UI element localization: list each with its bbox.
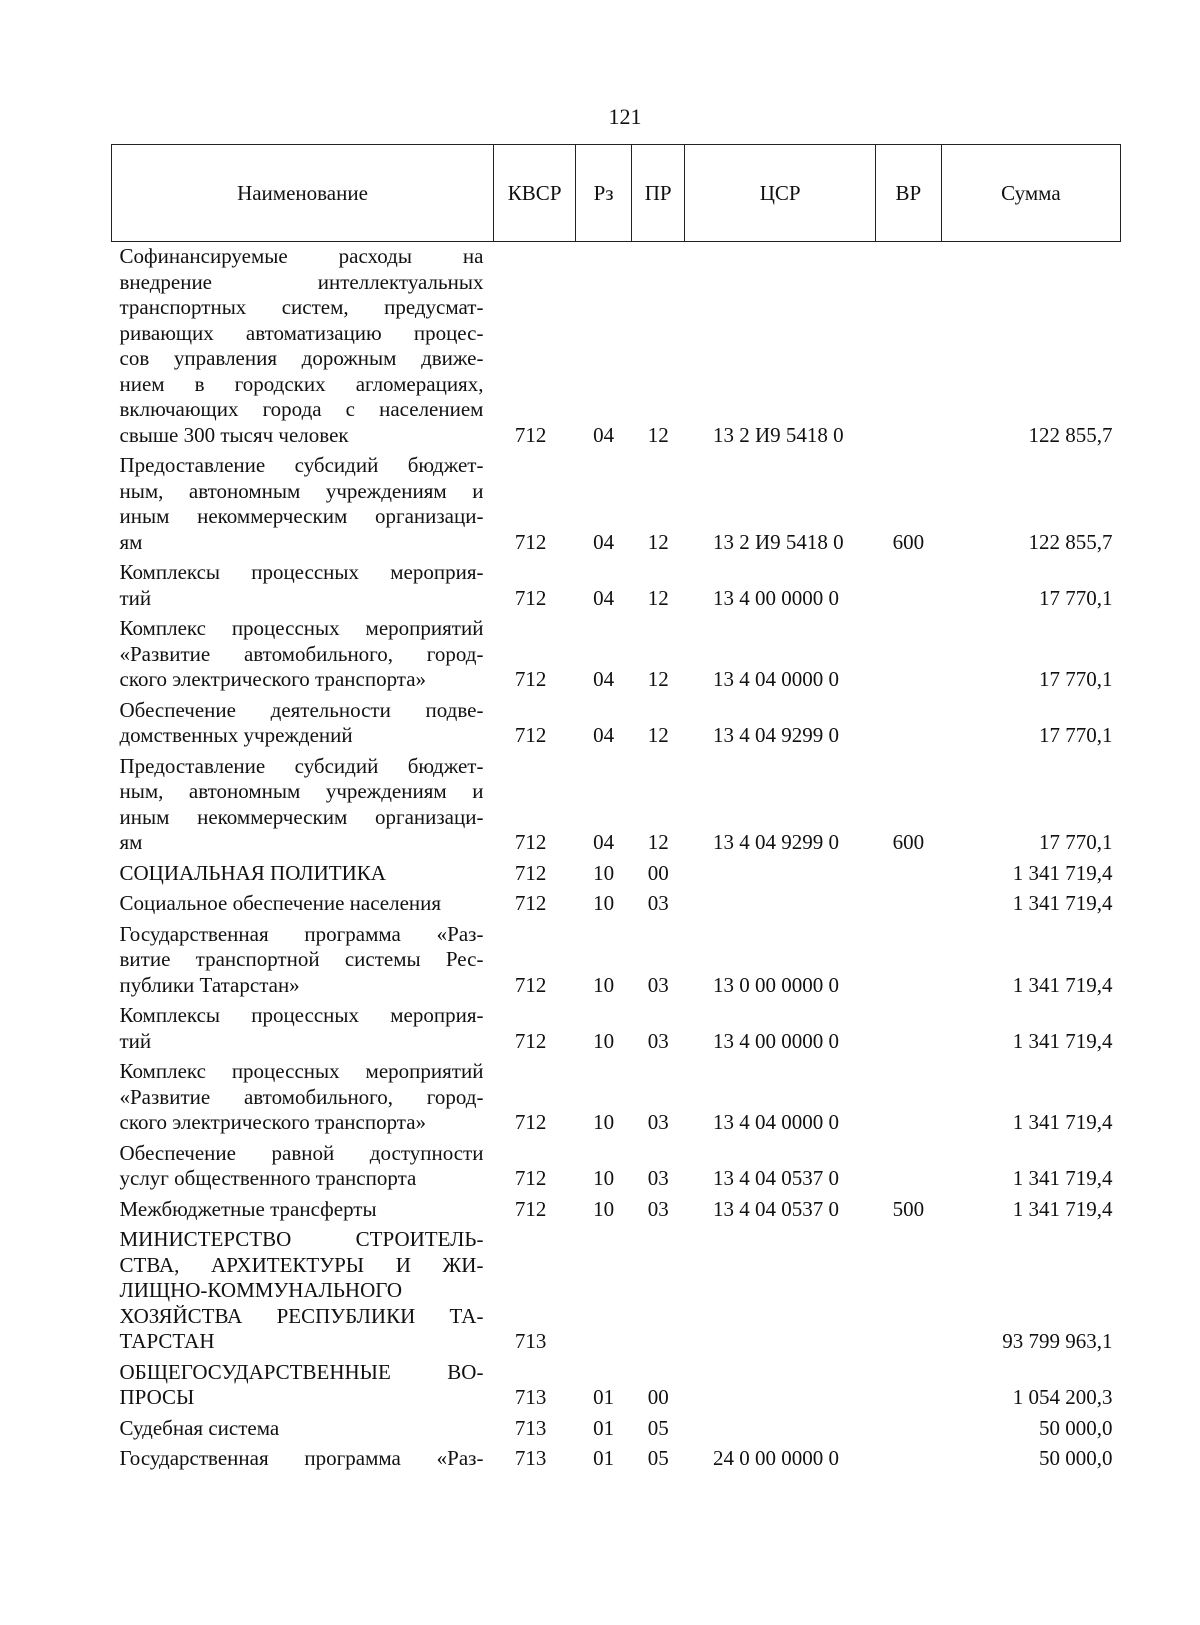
row-vr — [875, 555, 941, 611]
header-pr: ПР — [631, 145, 685, 242]
row-kvsr: 712 — [514, 830, 547, 854]
row-csr: 13 4 00 0000 0 — [712, 1028, 839, 1053]
row-name-line: Комплексы процессных мероприя- — [119, 560, 484, 584]
row-name-line: домственных учреждений — [119, 723, 353, 747]
row-name-line: «Развитие автомобильного, город- — [119, 641, 484, 666]
row-kvsr: 713 — [514, 1415, 547, 1440]
row-kvsr: 712 — [514, 860, 547, 885]
table-row — [112, 1355, 1121, 1411]
row-sum: 93 799 963,1 — [1002, 1329, 1113, 1353]
row-rz: 04 — [593, 422, 615, 447]
row-name-line: включающих города с населением — [119, 397, 484, 421]
row-name — [112, 1136, 494, 1192]
row-kvsr: 712 — [514, 529, 547, 554]
row-name-line: МИНИСТЕРСТВО СТРОИТЕЛЬ- — [119, 1227, 484, 1251]
row-rz: 10 — [593, 1028, 615, 1053]
row-name-line: Обеспечение равной доступности — [119, 1140, 484, 1165]
row-name-line: транспортных систем, предусмат- — [119, 295, 484, 319]
row-rz: 04 — [593, 830, 615, 854]
row-name-line: ным, автономным учреждениям и — [119, 779, 484, 803]
row-kvsr: 712 — [514, 422, 547, 447]
row-name-line: Комплекс процессных мероприятий — [119, 616, 484, 640]
table-row — [112, 1136, 1121, 1192]
row-pr: 03 — [647, 1110, 669, 1134]
row-pr: 03 — [647, 972, 669, 997]
row-name-line: Предоставление субсидий бюджет- — [119, 753, 484, 778]
row-kvsr: 712 — [514, 1196, 547, 1221]
row-rz: 10 — [593, 1166, 615, 1190]
row-name — [112, 1441, 494, 1472]
row-name-line: ривающих автоматизацию процес- — [119, 320, 484, 345]
row-name-line: Государственная программа «Раз- — [119, 1446, 484, 1470]
row-pr: 12 — [647, 830, 669, 854]
row-name — [112, 886, 494, 917]
row-name-line: ского электрического транспорта» — [119, 1110, 427, 1134]
row-csr — [685, 1222, 875, 1355]
row-rz: 01 — [593, 1415, 615, 1440]
row-sum: 17 770,1 — [1039, 667, 1113, 691]
row-name-line: Софинансируемые расходы на — [119, 244, 484, 268]
row-name-line: ям — [119, 830, 143, 854]
row-name — [112, 555, 494, 611]
row-sum: 1 341 719,4 — [1012, 1028, 1113, 1053]
row-name — [112, 998, 494, 1054]
row-name — [112, 749, 494, 856]
row-kvsr: 713 — [514, 1329, 547, 1353]
row-name — [112, 856, 494, 887]
row-name-line: ям — [119, 529, 143, 554]
header-rz: Рз — [576, 145, 632, 242]
row-pr: 05 — [647, 1446, 669, 1470]
row-name-line: публики Татарстан» — [119, 972, 300, 997]
row-vr: 500 — [892, 1196, 925, 1221]
row-vr — [875, 886, 941, 917]
table-row — [112, 242, 1121, 449]
row-name — [112, 242, 494, 449]
row-vr — [875, 1222, 941, 1355]
row-kvsr: 712 — [514, 667, 547, 691]
row-vr — [875, 693, 941, 749]
row-name-line: ТАРСТАН — [119, 1329, 215, 1353]
row-csr — [685, 1411, 875, 1442]
table-row — [112, 998, 1121, 1054]
row-name-line: СТВА, АРХИТЕКТУРЫ И ЖИ- — [119, 1252, 484, 1277]
row-vr — [875, 1441, 941, 1472]
table-row — [112, 693, 1121, 749]
row-rz: 01 — [593, 1385, 615, 1409]
row-name-line: ным, автономным учреждениям и — [119, 478, 484, 503]
row-csr — [685, 856, 875, 887]
row-csr: 13 4 04 0537 0 — [712, 1166, 839, 1190]
row-pr: 03 — [647, 1166, 669, 1190]
row-pr: 12 — [647, 723, 669, 747]
row-kvsr: 712 — [514, 891, 547, 915]
row-sum: 122 855,7 — [1028, 422, 1113, 447]
page-number: 121 — [608, 104, 642, 129]
row-sum: 1 341 719,4 — [1012, 1166, 1113, 1190]
row-csr — [685, 886, 875, 917]
row-rz: 04 — [593, 667, 615, 691]
row-name — [112, 693, 494, 749]
table-body — [112, 242, 1121, 1472]
row-name — [112, 1222, 494, 1355]
row-name — [112, 1054, 494, 1136]
row-name-line: свыше 300 тысяч человек — [119, 422, 349, 447]
budget-table — [111, 144, 1121, 1472]
row-name-line: сов управления дорожным движе- — [119, 346, 484, 370]
row-vr — [875, 1411, 941, 1442]
row-rz: 10 — [593, 1110, 615, 1134]
row-name-line: ОБЩЕГОСУДАРСТВЕННЫЕ ВО- — [119, 1359, 484, 1384]
row-pr: 00 — [647, 860, 669, 885]
row-rz: 04 — [593, 529, 615, 554]
row-name — [112, 1355, 494, 1411]
row-name-line: нием в городских агломерациях, — [119, 371, 484, 396]
header-name: Наименование — [112, 145, 494, 242]
row-csr: 13 4 04 9299 0 — [712, 723, 839, 747]
row-name-line: Социальное обеспечение населения — [119, 891, 442, 915]
row-name-line: тий — [119, 1028, 152, 1053]
row-name-line: Судебная система — [119, 1415, 280, 1440]
row-pr: 12 — [647, 422, 669, 447]
row-name-line: внедрение интеллектуальных — [119, 269, 484, 294]
row-name-line: иным некоммерческим организаци- — [119, 804, 484, 829]
row-sum: 122 855,7 — [1028, 529, 1113, 554]
table-row — [112, 1054, 1121, 1136]
table-row — [112, 856, 1121, 887]
row-sum: 1 341 719,4 — [1012, 1196, 1113, 1221]
row-name-line: иным некоммерческим организаци- — [119, 504, 484, 528]
row-vr: 600 — [892, 529, 925, 554]
row-kvsr: 712 — [514, 1110, 547, 1134]
row-name-line: Государственная программа «Раз- — [119, 921, 484, 946]
row-rz: 04 — [593, 585, 615, 610]
row-sum: 1 341 719,4 — [1012, 972, 1113, 997]
row-name — [112, 1411, 494, 1442]
row-rz: 04 — [593, 723, 615, 747]
row-vr — [875, 242, 941, 449]
row-pr: 12 — [647, 585, 669, 610]
table-row — [112, 1411, 1121, 1442]
row-csr: 13 2 И9 5418 0 — [712, 422, 844, 447]
row-rz: 10 — [593, 972, 615, 997]
row-name-line: тий — [119, 585, 152, 610]
row-rz: 10 — [593, 860, 615, 885]
row-csr — [685, 1355, 875, 1411]
row-name-line: Комплекс процессных мероприятий — [119, 1059, 484, 1083]
row-kvsr: 713 — [514, 1385, 547, 1409]
table-row — [112, 886, 1121, 917]
header-kvsr: КВСР — [493, 145, 575, 242]
row-name-line: витие транспортной системы Рес- — [119, 947, 484, 971]
row-sum: 1 054 200,3 — [1012, 1385, 1113, 1409]
row-csr: 13 2 И9 5418 0 — [712, 529, 844, 554]
row-sum: 1 341 719,4 — [1012, 891, 1113, 915]
row-vr — [875, 1136, 941, 1192]
row-name-line: ПРОСЫ — [119, 1385, 195, 1409]
row-csr: 13 4 00 0000 0 — [712, 585, 839, 610]
table-row — [112, 555, 1121, 611]
row-name-line: ского электрического транспорта» — [119, 667, 427, 691]
row-name-line: ЛИЩНО-КОММУНАЛЬНОГО — [119, 1278, 403, 1302]
row-name-line: «Развитие автомобильного, город- — [119, 1084, 484, 1109]
row-name-line: услуг общественного транспорта — [119, 1166, 417, 1190]
row-csr: 13 4 04 0000 0 — [712, 667, 839, 691]
row-vr — [875, 611, 941, 693]
row-name — [112, 448, 494, 555]
row-vr — [875, 856, 941, 887]
row-vr: 600 — [892, 830, 925, 854]
row-vr — [875, 998, 941, 1054]
row-name — [112, 917, 494, 999]
row-sum: 17 770,1 — [1039, 723, 1113, 747]
table-row — [112, 917, 1121, 999]
row-name-line: Предоставление субсидий бюджет- — [119, 453, 484, 477]
row-pr: 12 — [647, 667, 669, 691]
row-vr — [875, 1054, 941, 1136]
row-sum: 1 341 719,4 — [1012, 1110, 1113, 1134]
row-kvsr: 712 — [514, 585, 547, 610]
header-vr: ВР — [875, 145, 941, 242]
row-pr: 12 — [647, 529, 669, 554]
table-row — [112, 448, 1121, 555]
row-vr — [875, 1355, 941, 1411]
row-csr: 13 4 04 0000 0 — [712, 1110, 839, 1134]
row-pr: 03 — [647, 891, 669, 915]
table-row — [112, 611, 1121, 693]
row-name-line: Комплексы процессных мероприя- — [119, 1003, 484, 1027]
row-kvsr: 713 — [514, 1446, 547, 1470]
row-name — [112, 611, 494, 693]
row-kvsr: 712 — [514, 1028, 547, 1053]
row-csr: 24 0 00 0000 0 — [712, 1446, 839, 1470]
row-sum: 1 341 719,4 — [1012, 860, 1113, 885]
row-sum: 50 000,0 — [1039, 1415, 1113, 1440]
header-sum: Сумма — [941, 145, 1120, 242]
row-name — [112, 1192, 494, 1223]
row-name-line: Межбюджетные трансферты — [119, 1196, 377, 1221]
row-csr: 13 4 04 0537 0 — [712, 1196, 839, 1221]
row-csr: 13 4 04 9299 0 — [712, 830, 839, 854]
row-sum: 17 770,1 — [1039, 830, 1113, 854]
row-name-line: Обеспечение деятельности подве- — [119, 697, 484, 722]
table-row — [112, 1222, 1121, 1355]
table-row — [112, 1192, 1121, 1223]
table-row — [112, 749, 1121, 856]
row-name-line: ХОЗЯЙСТВА РЕСПУБЛИКИ ТА- — [119, 1303, 484, 1328]
row-sum: 50 000,0 — [1039, 1446, 1113, 1470]
row-kvsr: 712 — [514, 723, 547, 747]
row-csr: 13 0 00 0000 0 — [712, 972, 839, 997]
table-header-row — [112, 145, 1121, 242]
row-vr — [875, 917, 941, 999]
row-rz: 10 — [593, 1196, 615, 1221]
row-kvsr: 712 — [514, 1166, 547, 1190]
row-kvsr: 712 — [514, 972, 547, 997]
row-rz: 10 — [593, 891, 615, 915]
row-pr: 05 — [647, 1415, 669, 1440]
header-csr: ЦСР — [685, 145, 875, 242]
row-sum: 17 770,1 — [1039, 585, 1113, 610]
row-pr — [631, 1222, 685, 1355]
row-rz: 01 — [593, 1446, 615, 1470]
row-pr: 03 — [647, 1196, 669, 1221]
row-pr: 00 — [647, 1385, 669, 1409]
row-rz — [576, 1222, 632, 1355]
row-pr: 03 — [647, 1028, 669, 1053]
row-name-line: СОЦИАЛЬНАЯ ПОЛИТИКА — [119, 860, 386, 885]
table-row — [112, 1441, 1121, 1472]
